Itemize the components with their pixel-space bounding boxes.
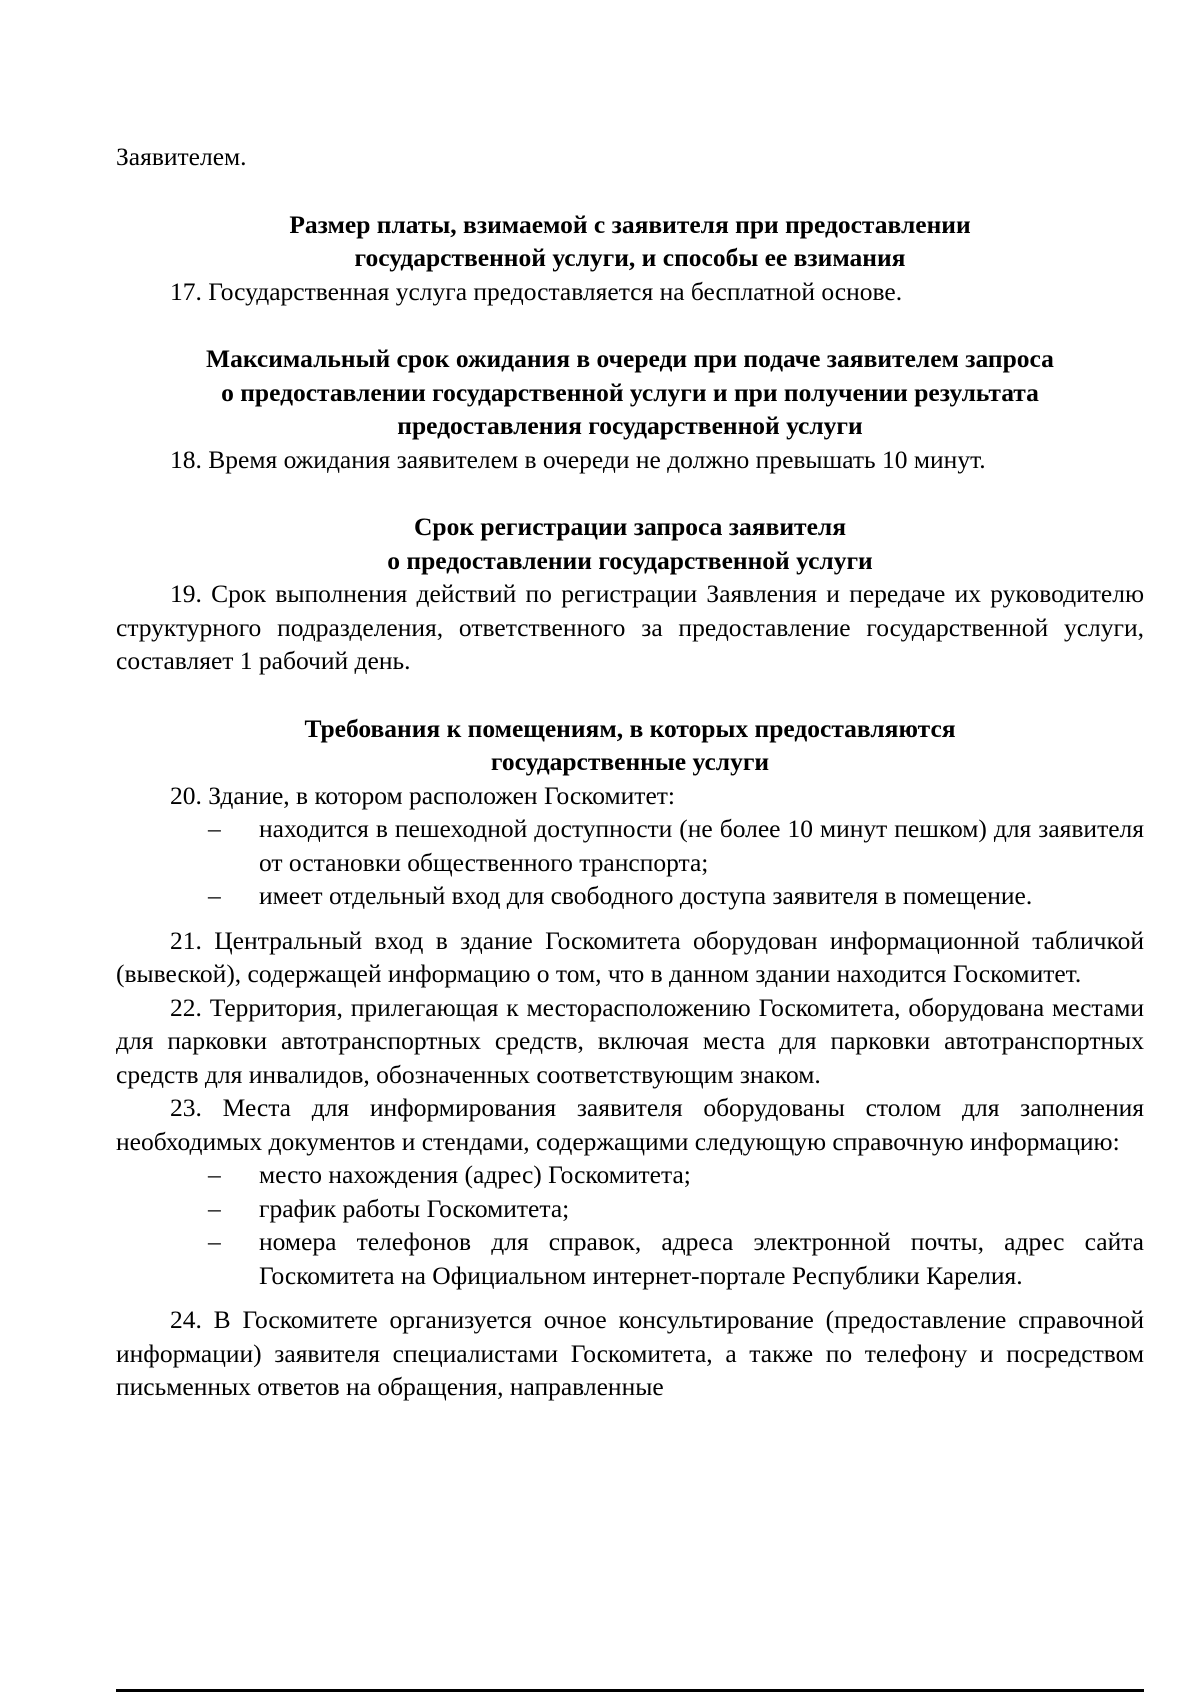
list-item — [116, 1192, 1144, 1226]
paragraph-18: 18. Время ожидания заявителем в очереди не должно превышать 10 минут. — [170, 444, 986, 474]
paragraph-19: 19. Срок выполнения действий по регистрации Заявления и передаче их руководителю структурного подразделения, ответственного за предоставление государственной услуги, составляет 1 рабочий день. — [116, 579, 1144, 675]
paragraph-20: 20. Здание, в котором расположен Госкомитет: — [170, 780, 675, 810]
list-item-text: график работы Госкомитета; — [259, 1193, 570, 1223]
paragraph-17: 17. Государственная услуга предоставляется на бесплатной основе. — [170, 276, 903, 306]
spacer — [116, 1292, 1144, 1303]
list-item-text: место нахождения (адрес) Госкомитета; — [259, 1160, 691, 1189]
dash-bullet: – — [208, 1193, 221, 1223]
heading-line: Срок регистрации запроса заявителя — [414, 512, 846, 541]
dash-bullet: – — [208, 881, 221, 910]
heading-line: о предоставлении государственной услуги и при получении результата — [221, 377, 1039, 407]
dash-bullet: – — [208, 814, 221, 843]
spacer — [116, 913, 1144, 924]
heading-premises — [116, 712, 1144, 779]
heading-line: Размер платы, взимаемой с заявителя при предоставлении — [289, 209, 971, 239]
heading-fee — [116, 208, 1144, 275]
building-requirements-list — [116, 812, 1144, 913]
heading-queue — [116, 342, 1144, 443]
top-fragment: Заявителем. — [116, 142, 247, 171]
list-item — [116, 879, 1144, 913]
paragraph-21: 21. Центральный вход в здание Госкомитета оборудован информационной табличкой (вывеской), содержащей информацию о том, что в данном здании находится Госкомитет. — [116, 925, 1144, 988]
heading-line: государственной услуги, и способы ее взимания — [354, 243, 906, 272]
heading-registration — [116, 510, 1144, 577]
info-stand-list — [116, 1158, 1144, 1292]
list-item-text: находится в пешеходной доступности (не более 10 минут пешком) для заявителя от остановки общественного транспорта; — [259, 814, 1144, 877]
footer-rule — [116, 1689, 1144, 1692]
document-page — [116, 140, 1144, 1404]
list-item — [116, 1225, 1144, 1292]
paragraph-24: 24. В Госкомитете организуется очное консультирование (предоставление справочной информации) заявителя специалистами Госкомитета, а также по телефону и посредством письменных ответов на обращения, направленные — [116, 1305, 1144, 1401]
heading-line: государственные услуги — [490, 747, 770, 776]
spacer — [116, 476, 1144, 510]
spacer — [116, 308, 1144, 342]
dash-bullet: – — [208, 1160, 221, 1189]
list-item-text: номера телефонов для справок, адреса электронной почты, адрес сайта Госкомитета на Официальном интернет-портале Республики Карелия. — [259, 1227, 1144, 1290]
heading-line: Требования к помещениям, в которых предоставляются — [304, 713, 956, 743]
list-item — [116, 1158, 1144, 1192]
heading-line: Максимальный срок ожидания в очереди при подаче заявителем запроса — [206, 344, 1054, 373]
heading-line: предоставления государственной услуги — [397, 411, 863, 440]
dash-bullet: – — [208, 1227, 221, 1256]
spacer — [116, 174, 1144, 208]
list-item-text: имеет отдельный вход для свободного доступа заявителя в помещение. — [259, 881, 1033, 910]
paragraph-23: 23. Места для информирования заявителя оборудованы столом для заполнения необходимых документов и стендами, содержащими следующую справочную информацию: — [116, 1093, 1144, 1156]
list-item — [116, 812, 1144, 879]
spacer — [116, 678, 1144, 712]
heading-line: о предоставлении государственной услуги — [387, 545, 873, 575]
paragraph-22: 22. Территория, прилегающая к месторасположению Госкомитета, оборудована местами для парковки автотранспортных средств, включая места для парковки автотранспортных средств для инвалидов, обозначенных соответствующим знаком. — [116, 992, 1144, 1089]
